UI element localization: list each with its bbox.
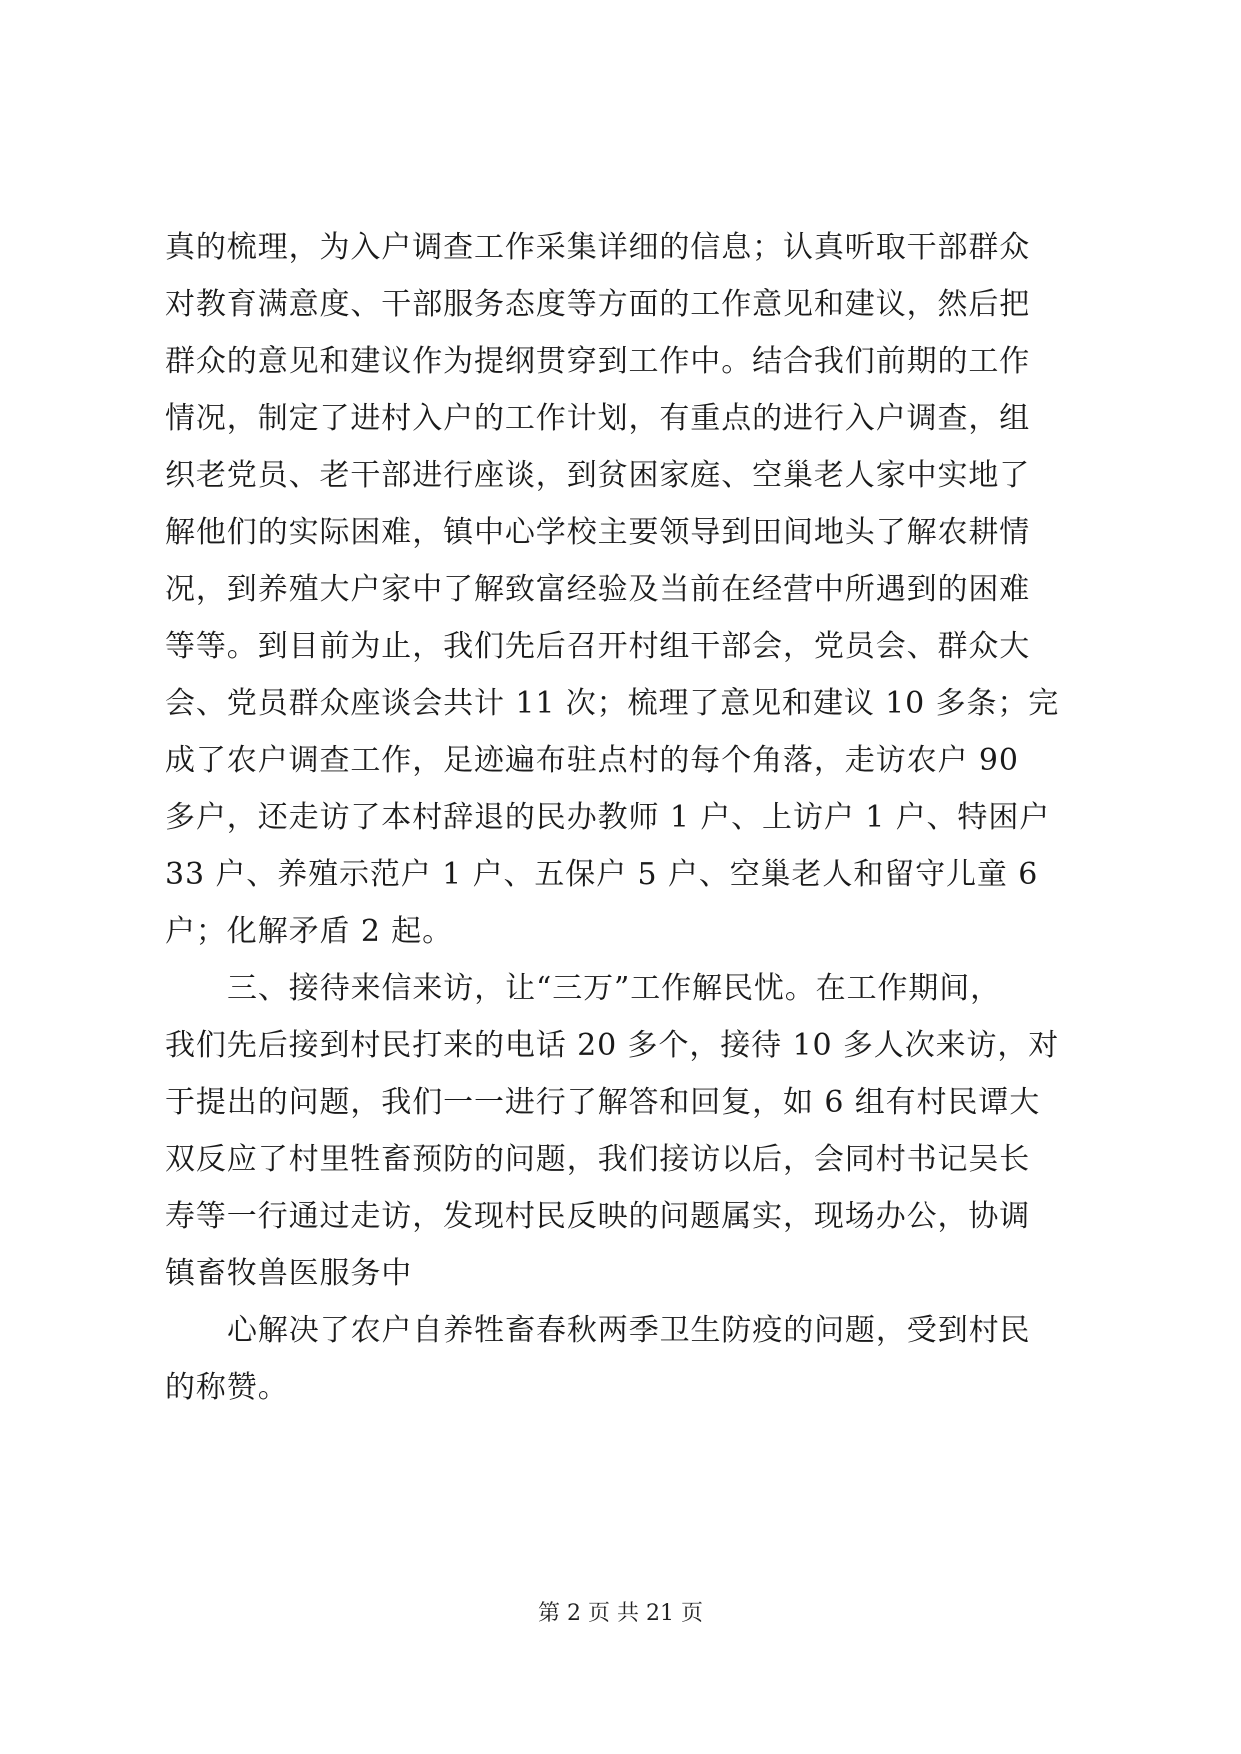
text-line: 寿等一行通过走访，发现村民反映的问题属实，现场办公，协调 xyxy=(165,1199,1031,1234)
text-line: 织老党员、老干部进行座谈，到贫困家庭、空巢老人家中实地了 xyxy=(165,458,1031,493)
text-line: 对教育满意度、干部服务态度等方面的工作意见和建议，然后把 xyxy=(165,287,1031,322)
paragraph-first-line: 心解决了农户自养牲畜春秋两季卫生防疫的问题，受到村民 xyxy=(227,1313,1031,1348)
text-line: 镇畜牧兽医服务中 xyxy=(165,1256,413,1291)
text-line: 户；化解矛盾 2 起。 xyxy=(165,914,454,949)
text-line: 解他们的实际困难，镇中心学校主要领导到田间地头了解农耕情 xyxy=(165,515,1031,550)
text-line: 双反应了村里牲畜预防的问题，我们接访以后，会同村书记吴长 xyxy=(165,1142,1031,1177)
page-number-footer: 第 2 页 共 21 页 xyxy=(538,1601,703,1626)
text-line: 会、党员群众座谈会共计 11 次；梳理了意见和建议 10 多条；完 xyxy=(165,686,1060,721)
text-line: 我们先后接到村民打来的电话 20 多个，接待 10 多人次来访，对 xyxy=(165,1028,1060,1063)
text-line: 群众的意见和建议作为提纲贯穿到工作中。结合我们前期的工作 xyxy=(165,344,1031,379)
paragraph-first-line: 三、接待来信来访，让“三万”工作解民忧。在工作期间， xyxy=(227,971,1002,1006)
text-line: 成了农户调查工作，足迹遍布驻点村的每个角落，走访农户 90 xyxy=(165,743,1019,778)
text-line: 的称赞。 xyxy=(165,1370,289,1405)
text-line: 于提出的问题，我们一一进行了解答和回复，如 6 组有村民谭大 xyxy=(165,1085,1041,1120)
text-line: 多户，还走访了本村辞退的民办教师 1 户、上访户 1 户、特困户 xyxy=(165,800,1051,835)
text-line: 真的梳理，为入户调查工作采集详细的信息；认真听取干部群众 xyxy=(165,230,1031,265)
text-line: 情况，制定了进村入户的工作计划，有重点的进行入户调查，组 xyxy=(165,401,1031,436)
text-line: 况，到养殖大户家中了解致富经验及当前在经营中所遇到的困难 xyxy=(165,572,1031,607)
text-line: 33 户、养殖示范户 1 户、五保户 5 户、空巢老人和留守儿童 6 xyxy=(165,857,1039,892)
text-line: 等等。到目前为止，我们先后召开村组干部会，党员会、群众大 xyxy=(165,629,1031,664)
